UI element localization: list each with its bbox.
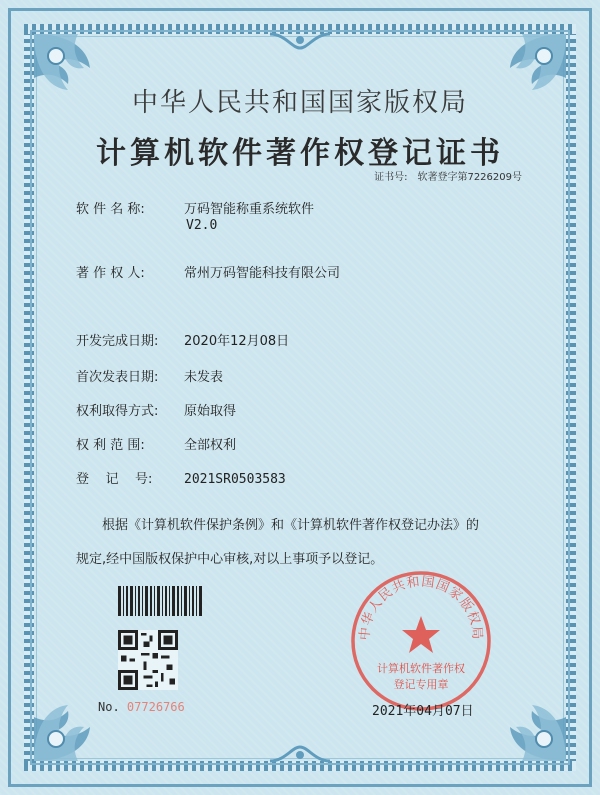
software-name-value: 万码智能称重系统软件: [184, 202, 315, 217]
software-name-label: 软 件 名 称:: [76, 202, 145, 217]
serial-number-label: No.: [98, 700, 120, 714]
copyright-owner-label: 著 作 权 人:: [76, 266, 145, 281]
copyright-owner-row: [76, 262, 340, 281]
certificate-number-label: 证书号:: [374, 172, 408, 183]
document-title: 计算机软件著作权登记证书: [96, 136, 504, 171]
issue-date: 2021年04月07日: [372, 704, 474, 719]
barcode: [118, 586, 202, 616]
seal-top-text: 中华人民共和国国家版权局: [357, 574, 485, 641]
completion-date-label: 开发完成日期:: [76, 334, 159, 349]
qr-code: [118, 630, 178, 690]
serial-number-value: 07726766: [126, 700, 185, 714]
issuer-title: 中华人民共和国国家版权局: [131, 88, 468, 118]
registration-number-value: 2021SR0503583: [184, 472, 286, 487]
first-publish-value: 未发表: [184, 370, 224, 385]
statement-line-1: 根据《计算机软件保护条例》和《计算机软件著作权登记办法》的: [102, 518, 480, 533]
statement-line-2: 规定,经中国版权保护中心审核,对以上事项予以登记。: [76, 552, 384, 567]
seal-line-2: 登记专用章: [393, 678, 449, 691]
completion-date-row: [76, 330, 289, 349]
corner-ornament-bottom-left: [28, 667, 128, 767]
certificate-number: [374, 168, 522, 183]
registration-number-row: [76, 468, 286, 487]
acquisition-method-value: 原始取得: [184, 404, 237, 419]
seal-line-1: 计算机软件著作权: [377, 662, 465, 675]
completion-date-value: 2020年12月08日: [184, 334, 290, 349]
acquisition-method-label: 权利取得方式:: [76, 404, 159, 419]
rights-scope-row: [76, 434, 236, 453]
rights-scope-value: 全部权利: [184, 438, 237, 453]
first-publish-row: [76, 366, 223, 385]
registration-number-label: 登 记 号:: [76, 472, 153, 487]
bottom-center-ornament: [270, 743, 330, 765]
first-publish-label: 首次发表日期:: [76, 370, 159, 385]
top-center-ornament: [270, 30, 330, 52]
acquisition-method-row: [76, 400, 236, 419]
software-name-row: [76, 198, 314, 217]
seal-star-icon: [402, 616, 440, 653]
rights-scope-label: 权 利 范 围:: [76, 438, 145, 453]
serial-number: [98, 700, 185, 714]
copyright-owner-value: 常州万码智能科技有限公司: [184, 266, 341, 281]
certificate-number-value: 软著登字第7226209号: [417, 172, 522, 183]
software-version: V2.0: [186, 218, 218, 233]
official-red-seal: [348, 568, 494, 714]
